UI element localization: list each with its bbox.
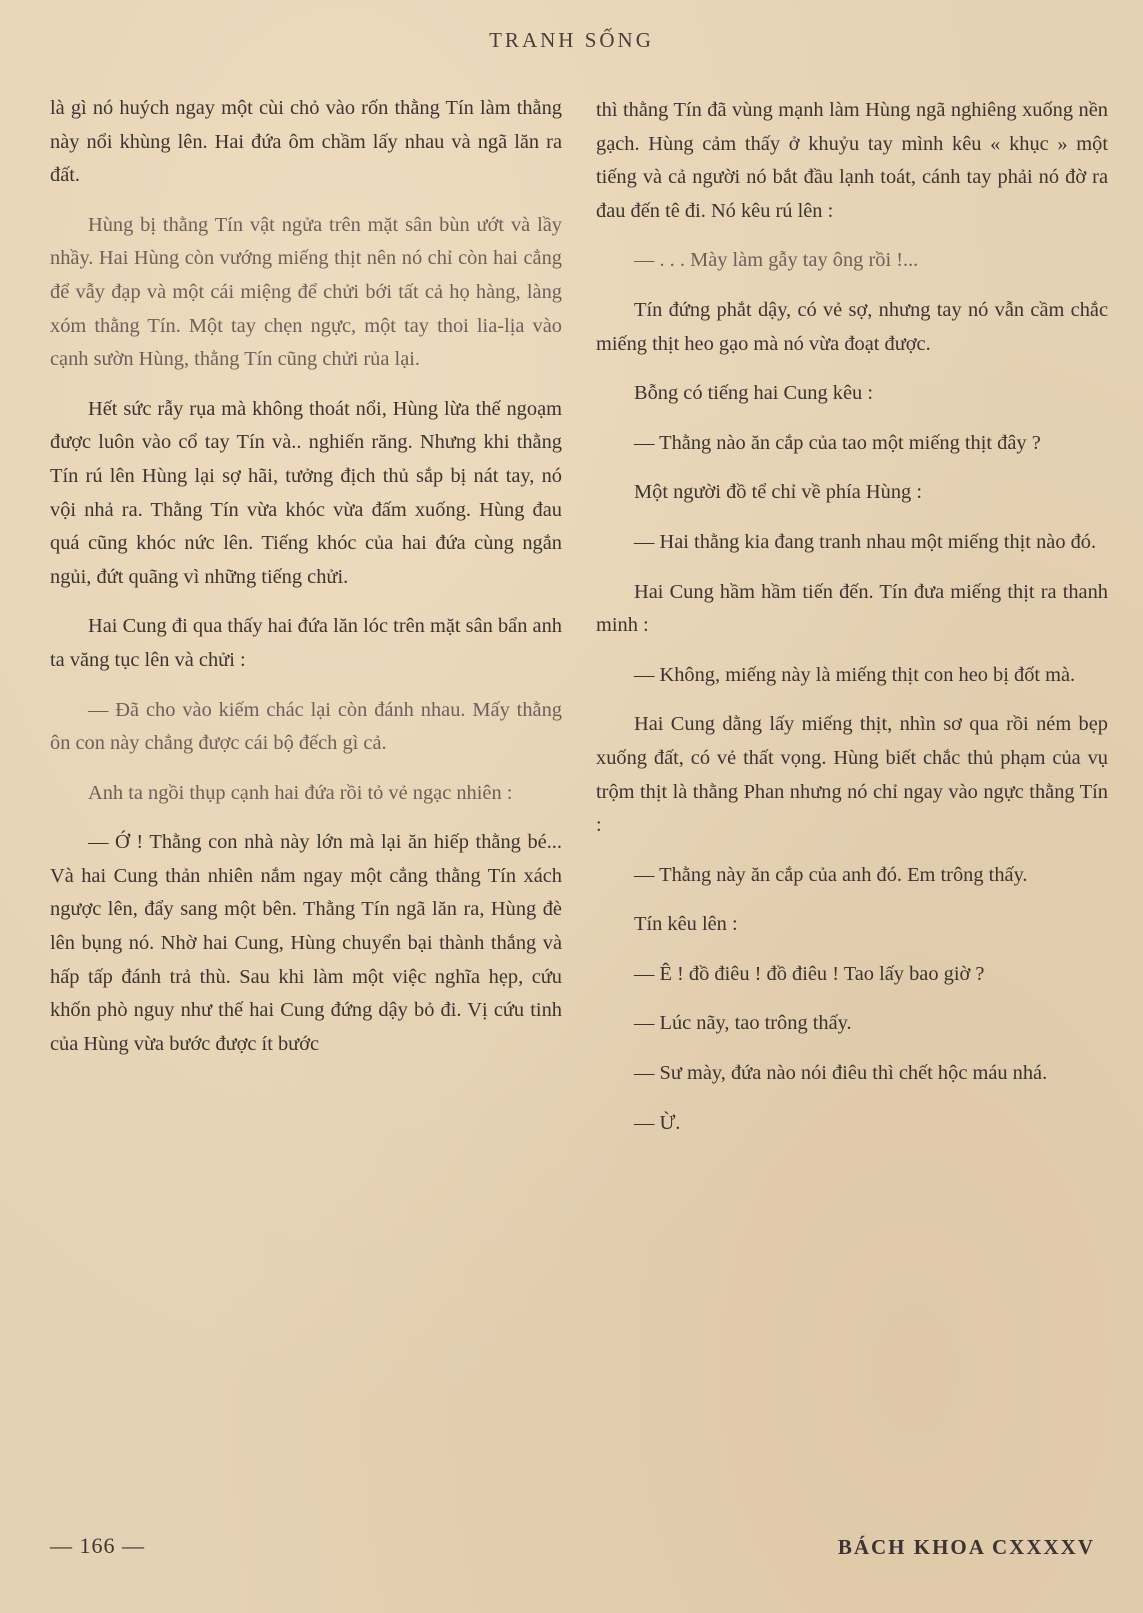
paragraph: Tín đứng phắt dậy, có vẻ sợ, nhưng tay nó vẫn cầm chắc miếng thịt heo gạo mà nó vừa đoạt được.: [596, 298, 1108, 355]
paragraph: Hai Cung dằng lấy miếng thịt, nhìn sơ qua rồi ném bẹp xuống đất, có vẻ thất vọng. Hùng biết chắc thủ phạm của vụ trộm thịt là thằng Phan nhưng nó chỉ ngay vào ngực thằng Tín :: [596, 713, 1108, 837]
paragraph: Một người đồ tể chỉ về phía Hùng :: [634, 481, 923, 504]
dialogue-line: — Thằng này ăn cắp của anh đó. Em trông thấy.: [634, 863, 1028, 886]
paragraph: Hùng bị thằng Tín vật ngửa trên mặt sân bùn ướt và lầy nhầy. Hai Hùng còn vướng miếng thịt nên nó chỉ còn hai cẳng để vẫy đạp và một cái miệng để chửi bới tất cả họ hàng, làng xóm thằng Tín. Một tay chẹn ngực, một tay thoi lia-lịa vào cạnh sườn Hùng, thằng Tín cũng chửi rủa lại.: [50, 213, 562, 371]
paragraph: — Ớ ! Thằng con nhà này lớn mà lại ăn hiếp thằng bé... Và hai Cung thản nhiên nắm ngay một cẳng thằng Tín xách ngược lên, đẩy sang một bên. Thằng Tín ngã lăn ra, Hùng đè lên bụng nó. Nhờ hai Cung, Hùng chuyển bại thành thắng và hấp tấp đánh trả thù. Sau khi làm một việc nghĩa hẹp, cứu khốn phò nguy như thế hai Cung đứng dậy bỏ đi. Vị cứu tinh của Hùng vừa bước được ít bước: [50, 831, 562, 1055]
running-title: TRANH SỐNG: [489, 28, 654, 52]
paragraph: thì thằng Tín đã vùng mạnh làm Hùng ngã nghiêng xuống nền gạch. Hùng cảm thấy ở khuỷu tay mình kêu « khục » một tiếng và cả người nó bắt đầu lạnh toát, cánh tay phải nó đờ ra đau đến tê đi. Nó kêu rú lên :: [596, 99, 1108, 222]
magazine-issue: BÁCH KHOA CXXXXV: [837, 1535, 1095, 1559]
page-number: — 166 —: [50, 1533, 145, 1558]
dialogue-line: — Không, miếng này là miếng thịt con heo bị đốt mà.: [634, 663, 1076, 686]
right-text-column: [596, 94, 1108, 1156]
dialogue-line: — Lúc nãy, tao trông thấy.: [634, 1012, 852, 1035]
paragraph: Anh ta ngồi thụp cạnh hai đứa rồi tỏ vẻ ngạc nhiên :: [88, 781, 513, 804]
paragraph: Hết sức rẫy rụa mà không thoát nổi, Hùng lừa thế ngoạm được luôn vào cổ tay Tín và.. nghiến răng. Nhưng khi thằng Tín rú lên Hùng lại sợ hãi, tưởng địch thủ sắp bị nát tay, nó vội nhả ra. Thằng Tín vừa khóc vừa đấm xuống. Hùng đau quá cũng khóc nức lên. Tiếng khóc của hai đứa cùng ngắn ngủi, đứt quãng vì những tiếng chửi.: [50, 397, 562, 588]
paragraph: Bỗng có tiếng hai Cung kêu :: [634, 382, 873, 405]
paragraph: Tín kêu lên :: [634, 913, 738, 936]
dialogue-line: — . . . Mày làm gẫy tay ông rồi !...: [634, 249, 919, 272]
dialogue-line: — Ê ! đồ điêu ! đồ điêu ! Tao lấy bao giờ ?: [634, 962, 985, 985]
paragraph: Hai Cung đi qua thấy hai đứa lăn lóc trên mặt sân bẩn anh ta văng tục lên và chửi :: [50, 615, 562, 671]
dialogue-line: — Đã cho vào kiếm chác lại còn đánh nhau. Mấy thằng ôn con này chẳng được cái bộ đếch gì cả.: [50, 698, 562, 755]
dialogue-line: — Hai thằng kia đang tranh nhau một miếng thịt nào đó.: [634, 530, 1097, 553]
dialogue-line: — Thằng nào ăn cắp của tao một miếng thịt đây ?: [634, 431, 1041, 454]
dialogue-line: — Ừ.: [634, 1111, 681, 1134]
paragraph: Hai Cung hầm hầm tiến đến. Tín đưa miếng thịt ra thanh minh :: [596, 580, 1108, 637]
left-text-column: [50, 92, 562, 1077]
dialogue-line: — Sư mày, đứa nào nói điêu thì chết hộc máu nhá.: [634, 1062, 1048, 1085]
paragraph: là gì nó huých ngay một cùi chỏ vào rốn thằng Tín làm thằng này nổi khùng lên. Hai đứa ôm chầm lấy nhau và ngã lăn ra đất.: [50, 97, 562, 187]
